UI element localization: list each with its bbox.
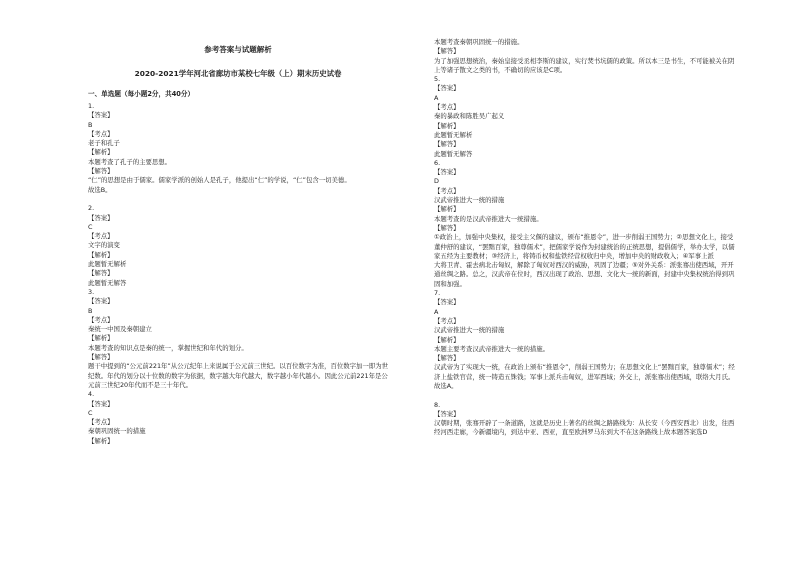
text-line: 【考点】 <box>88 232 114 241</box>
text-line: 元前三世纪20年代而不是三十年代。 <box>88 380 192 389</box>
text-line: 【答案】 <box>88 213 114 222</box>
text-line: 本题主要考查汉武帝推进大一统的措施。 <box>434 344 550 353</box>
text-line: 此题暂无解答 <box>88 278 127 287</box>
text-line: 【解答】 <box>434 140 460 149</box>
text-line: 【解答】 <box>88 167 114 176</box>
text-line: ①政治上，加强中央集权，接受主父偃的建议，颁布“推恩令”，进一步削弱王国势力；②思想文化上，接受 <box>434 233 734 242</box>
text-line: B <box>88 306 93 315</box>
text-line: 大将卫青、霍去病北击匈奴，解除了匈奴对西汉的威胁，巩固了边疆；⑤对外关系：派张骞出使西域，开开 <box>434 261 734 270</box>
text-line: D <box>434 177 439 186</box>
text-line: 【解析】 <box>434 335 460 344</box>
text-line: 汉武帝推进大一统的措施 <box>434 326 505 335</box>
text-line: 【解答】 <box>434 354 460 363</box>
text-line: 本题考查的是汉武帝推进大一统措施。 <box>434 214 543 223</box>
right-column <box>434 38 754 562</box>
text-line: 【解析】 <box>88 148 114 157</box>
text-line: 本题考查的知识点是秦的统一，掌握世纪和年代的划分。 <box>88 343 248 352</box>
text-line: 故选A。 <box>434 381 458 390</box>
text-line: 汉武帝推进大一统的措施 <box>434 196 505 205</box>
document-title: 参考答案与试题解析 <box>204 45 272 54</box>
text-line: 【考点】 <box>434 103 460 112</box>
text-line: 【解答】 <box>88 353 114 362</box>
text-line: 【答案】 <box>88 111 114 120</box>
text-line: B <box>88 120 93 129</box>
text-line: 【解析】 <box>88 436 114 445</box>
text-line: C <box>88 408 93 417</box>
text-line: 【考点】 <box>88 315 114 324</box>
text-line: 老子和孔子 <box>88 139 120 148</box>
text-line: 【解析】 <box>434 121 460 130</box>
text-line: 7. <box>434 289 441 298</box>
text-line: 【答案】 <box>434 84 460 93</box>
left-column <box>88 102 388 562</box>
text-line: 3. <box>88 287 95 296</box>
text-line: 为了加强思想统治，秦始皇接受丞相李斯的建议，实行焚书坑儒的政策。所以本三是书生，不可能被关在阴 <box>434 56 735 65</box>
text-line: 纪数。年代的划分以十位数的数字为依据，数字越大年代越大，数字越小年代越小。因此公元前221年是公 <box>88 371 388 380</box>
text-line: 【答案】 <box>434 298 460 307</box>
text-line: 秦朝巩固统一的措施 <box>88 427 146 436</box>
text-line: 【考点】 <box>434 316 460 325</box>
text-line: 【答案】 <box>434 409 460 418</box>
text-line: 【解答】 <box>434 47 460 56</box>
text-line: “仁”的思想是由于儒家。儒家学派的创始人是孔子，他提出“仁”的学说，“仁”包含一切美德。 <box>88 176 351 185</box>
text-line: 秦的暴政和陈胜吴广起义 <box>434 112 505 121</box>
text-line: A <box>434 307 439 316</box>
text-line: 经河西走廊，今新疆境内，到达中亚、西亚，直至欧洲罗马东到大不在这条路线上故本题答案选D <box>434 428 708 437</box>
text-line: 上等诸子散文之类的书，不确切的应该是C项。 <box>434 65 567 74</box>
text-line: 固和加强。 <box>434 279 466 288</box>
exam-title: 2020-2021学年河北省廊坊市某校七年级（上）期末历史试卷 <box>134 69 342 78</box>
text-line: C <box>88 222 93 231</box>
text-line: 6. <box>434 158 441 167</box>
text-line: 本题考查秦朝巩固统一的措施。 <box>434 38 524 46</box>
text-line: 文字的演变 <box>88 241 120 250</box>
text-line: A <box>434 93 439 102</box>
text-line: 2. <box>88 204 95 213</box>
text-line: 【考点】 <box>88 418 114 427</box>
text-line: 【解析】 <box>434 205 460 214</box>
text-line: 【解答】 <box>434 223 460 232</box>
text-line: 1. <box>88 102 95 110</box>
text-line: 【解答】 <box>88 269 114 278</box>
text-line: 8. <box>434 400 441 409</box>
text-line: 本题考查了孔子的主要思想。 <box>88 157 172 166</box>
text-line: 【考点】 <box>88 129 114 138</box>
text-line: 此题暂无解答 <box>434 149 473 158</box>
text-line: 4. <box>88 390 95 399</box>
text-line <box>434 391 754 400</box>
text-line: 【答案】 <box>88 297 114 306</box>
text-line: 汉武帝为了实现大一统，在政治上颁布“推恩令”，削弱王国势力；在思想文化上“罢黜百家，独尊儒术”；经 <box>434 363 735 372</box>
text-line: 此题暂无解析 <box>434 130 473 139</box>
text-line: 故选B。 <box>88 185 112 194</box>
text-line: 【答案】 <box>434 168 460 177</box>
text-line: 董仲舒的建议，“罢黜百家，独尊儒术”，把儒家学说作为封建统治的正统思想，提倡儒学，举办太学，以儒 <box>434 242 735 251</box>
text-line <box>88 195 388 204</box>
text-line: 通丝绸之路。总之，汉武帝在位时，西汉出现了政治、思想、文化大一统的新面，封建中央集权统治得到巩 <box>434 270 735 279</box>
text-line: 5. <box>434 75 441 84</box>
text-line: 汉朝时期，张骞开辟了一条道路，这就是历史上著名的丝绸之路路线为：从长安（今西安西北）出发，往西 <box>434 419 735 428</box>
text-line: 秦统一中国及秦朝建立 <box>88 325 152 334</box>
text-line: 家五经为主要教材；③经济上，将铸币权和盐铁经营权收归中央，增加中央的财政收入；④军事上派 <box>434 251 714 260</box>
text-line: 【答案】 <box>88 399 114 408</box>
text-line: 【解析】 <box>88 334 114 343</box>
text-line: 【考点】 <box>434 186 460 195</box>
text-line: 济上盐铁官营，统一铸造五铢钱；军事上派兵击匈奴，进军西域；外交上，派张骞出使西域，联络大月氏。 <box>434 372 735 381</box>
section-heading: 一、单选题（每小题2分，共40分） <box>88 90 195 98</box>
text-line: 【解析】 <box>88 250 114 259</box>
text-line: 此题暂无解析 <box>88 260 127 269</box>
text-line: 题干中提到的“公元前221年”从公元纪年上来说属于公元前三世纪。以百位数字为准，百位数字加一即为世 <box>88 362 388 371</box>
